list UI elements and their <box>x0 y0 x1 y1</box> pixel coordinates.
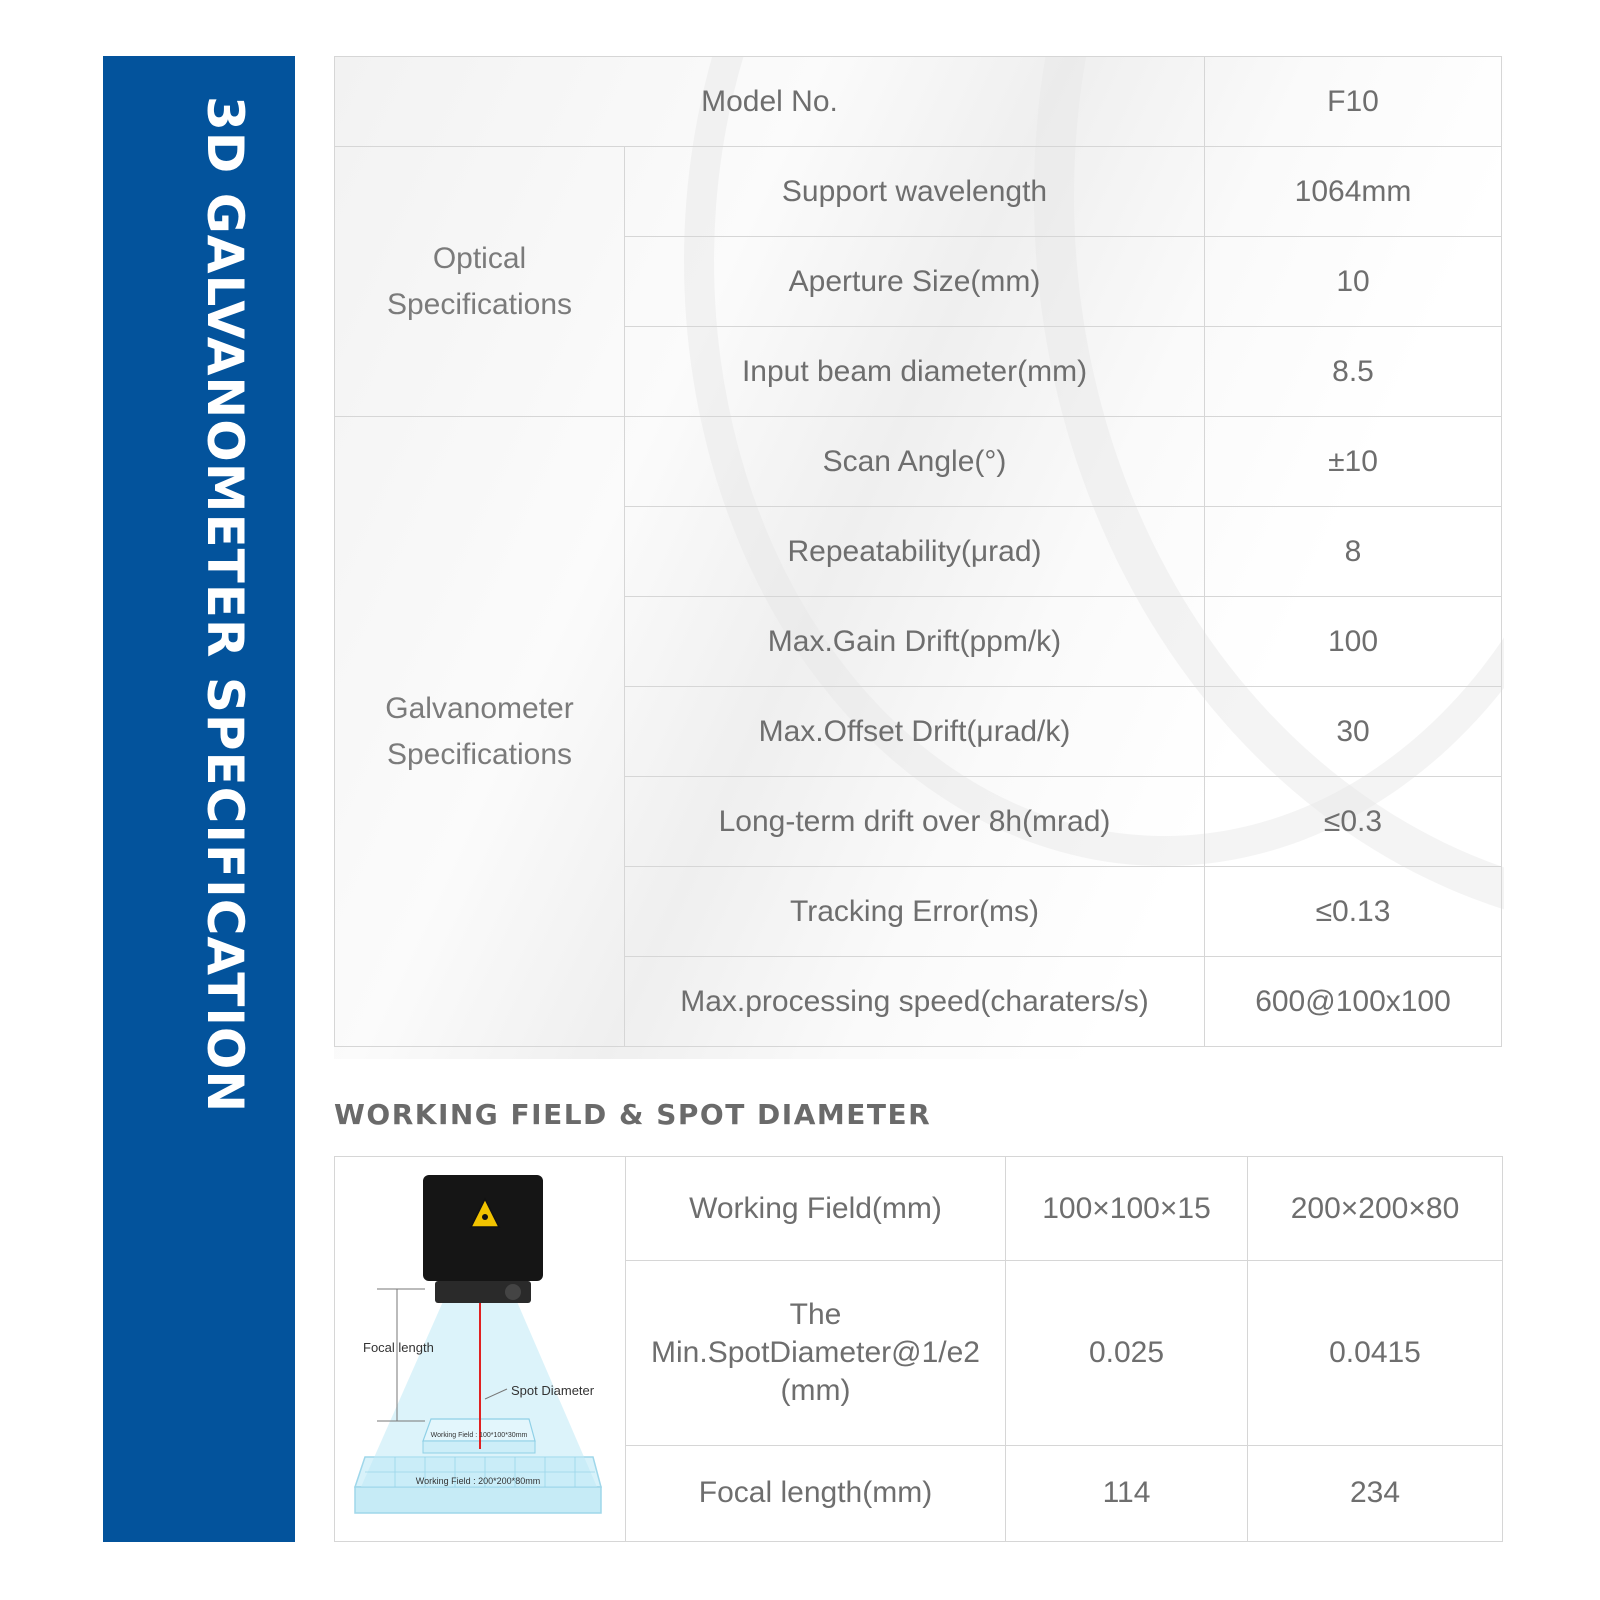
field-value: 0.0415 <box>1248 1261 1503 1445</box>
field-value: 0.025 <box>1006 1261 1248 1445</box>
spec-value: 1064mm <box>1205 147 1502 237</box>
field-label: The Min.SpotDiameter@1/e2 (mm) <box>626 1261 1006 1445</box>
galvo-diagram-cell <box>335 1157 626 1542</box>
table-row <box>335 147 1502 237</box>
small-field-label: Working Field : 100*100*30mm <box>430 1432 528 1439</box>
spot-diameter-label: Spot Diameter <box>511 1383 595 1398</box>
spec-value: ≤0.13 <box>1205 867 1502 957</box>
spec-label: Max.Offset Drift(μrad/k) <box>625 687 1205 777</box>
spec-label: Scan Angle(°) <box>625 417 1205 507</box>
field-value: 234 <box>1248 1445 1503 1541</box>
spec-value: 600@100x100 <box>1205 957 1502 1047</box>
spec-value: 100 <box>1205 597 1502 687</box>
spec-value: ±10 <box>1205 417 1502 507</box>
table-row <box>335 57 1502 147</box>
optical-group-label: Optical Specifications <box>335 147 625 417</box>
field-label: Focal length(mm) <box>626 1445 1006 1541</box>
spec-label: Max.processing speed(charaters/s) <box>625 957 1205 1047</box>
galvo-head <box>423 1175 543 1281</box>
spec-value: 10 <box>1205 237 1502 327</box>
specs-table-panel <box>334 56 1504 1059</box>
spec-value: 30 <box>1205 687 1502 777</box>
field-value: 100×100×15 <box>1006 1157 1248 1261</box>
table-row <box>335 417 1502 507</box>
spec-label: Support wavelength <box>625 147 1205 237</box>
spec-value: 8.5 <box>1205 327 1502 417</box>
spec-label: Input beam diameter(mm) <box>625 327 1205 417</box>
working-field-table <box>334 1156 1503 1542</box>
galvo-diagram <box>335 1157 625 1541</box>
field-value: 114 <box>1006 1445 1248 1541</box>
spec-value: ≤0.3 <box>1205 777 1502 867</box>
galvo-group-label: Galvanometer Specifications <box>335 417 625 1047</box>
table-row <box>335 1157 1503 1261</box>
galvo-lens <box>505 1284 521 1300</box>
specs-table <box>334 56 1502 1047</box>
spec-value: 8 <box>1205 507 1502 597</box>
spec-label: Max.Gain Drift(ppm/k) <box>625 597 1205 687</box>
model-value: F10 <box>1205 57 1502 147</box>
spec-label: Long-term drift over 8h(mrad) <box>625 777 1205 867</box>
large-field-edge <box>355 1487 601 1513</box>
field-value: 200×200×80 <box>1248 1157 1503 1261</box>
sidebar-title: 3D GALVANOMETER SPECIFICATION <box>196 96 254 1114</box>
focal-length-label: Focal length <box>363 1340 434 1355</box>
section-heading: WORKING FIELD & SPOT DIAMETER <box>334 1098 932 1131</box>
large-field-label: Working Field : 200*200*80mm <box>415 1476 541 1486</box>
spec-label: Repeatability(μrad) <box>625 507 1205 597</box>
field-label: Working Field(mm) <box>626 1157 1006 1261</box>
spec-label: Aperture Size(mm) <box>625 237 1205 327</box>
spec-label: Tracking Error(ms) <box>625 867 1205 957</box>
model-label: Model No. <box>335 57 1205 147</box>
sidebar-banner <box>103 56 295 1542</box>
